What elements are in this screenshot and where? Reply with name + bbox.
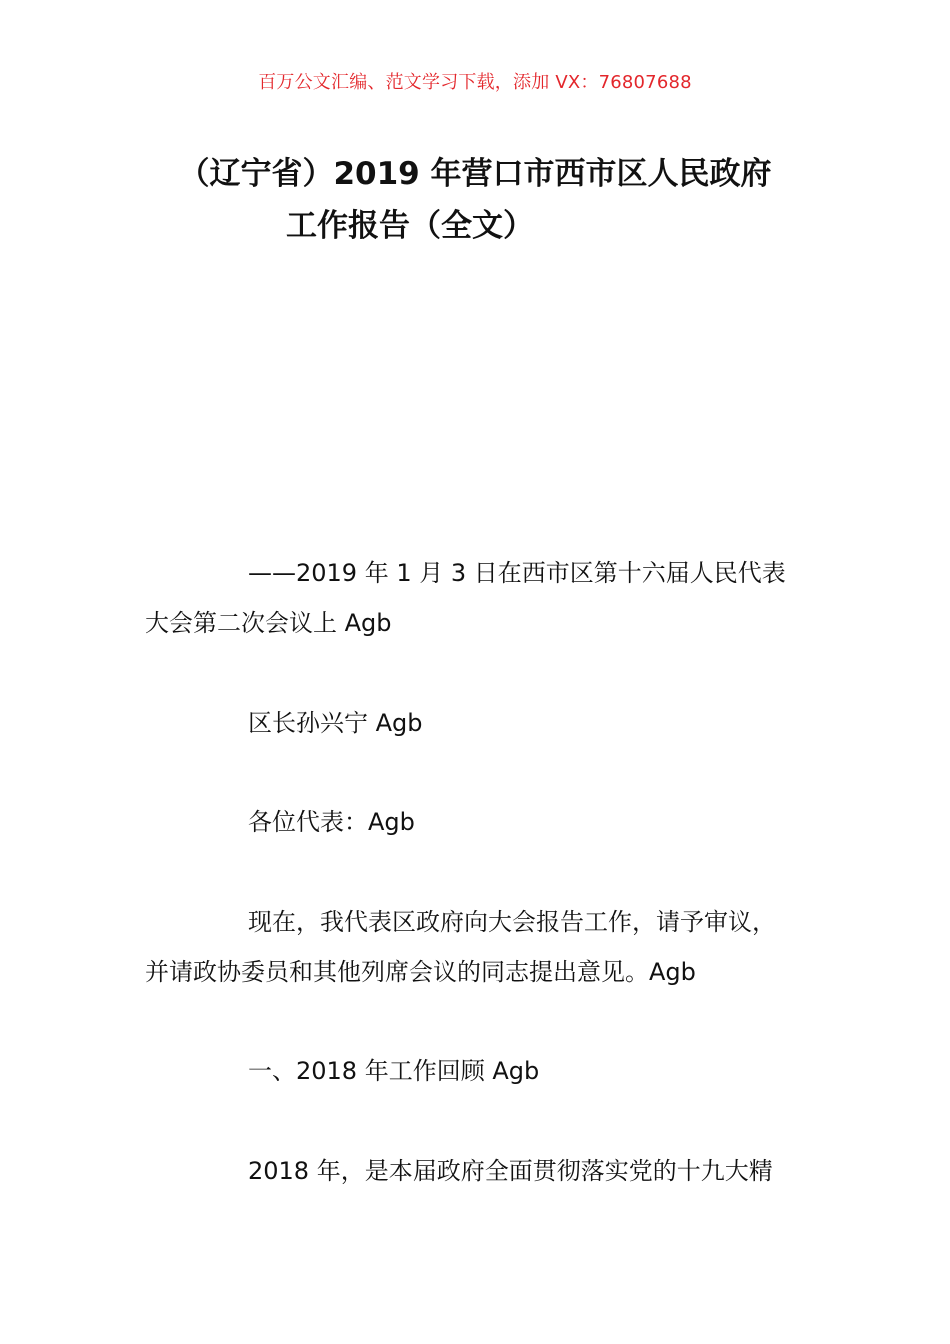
paragraph-line: 现在，我代表区政府向大会报告工作，请予审议， <box>248 908 776 936</box>
paragraph-line: 一、2018 年工作回顾 Agb <box>248 1057 540 1085</box>
header-note: 百万公文汇编、范文学习下载，添加 VX：76807688 <box>258 72 692 93</box>
paragraph-dateline <box>145 548 835 648</box>
document-title <box>0 148 950 252</box>
paragraph-line: 各位代表：Agb <box>248 808 415 836</box>
paragraph-line: 区长孙兴宁 Agb <box>248 709 423 737</box>
paragraph-speaker <box>145 698 835 748</box>
paragraph-line: 2018 年，是本届政府全面贯彻落实党的十九大精 <box>248 1157 773 1185</box>
title-line-2: 工作报告（全文） <box>286 208 534 244</box>
paragraph-line: 大会第二次会议上 Agb <box>145 609 392 637</box>
title-line-1: （辽宁省）2019 年营口市西市区人民政府 <box>178 156 772 192</box>
paragraph-intro <box>145 897 835 997</box>
paragraph-line: 并请政协委员和其他列席会议的同志提出意见。Agb <box>145 958 696 986</box>
paragraph-salutation <box>145 797 835 847</box>
paragraph-line: ——2019 年 1 月 3 日在西市区第十六届人民代表 <box>248 559 786 587</box>
section-heading <box>145 1046 835 1096</box>
paragraph-body <box>145 1146 835 1196</box>
